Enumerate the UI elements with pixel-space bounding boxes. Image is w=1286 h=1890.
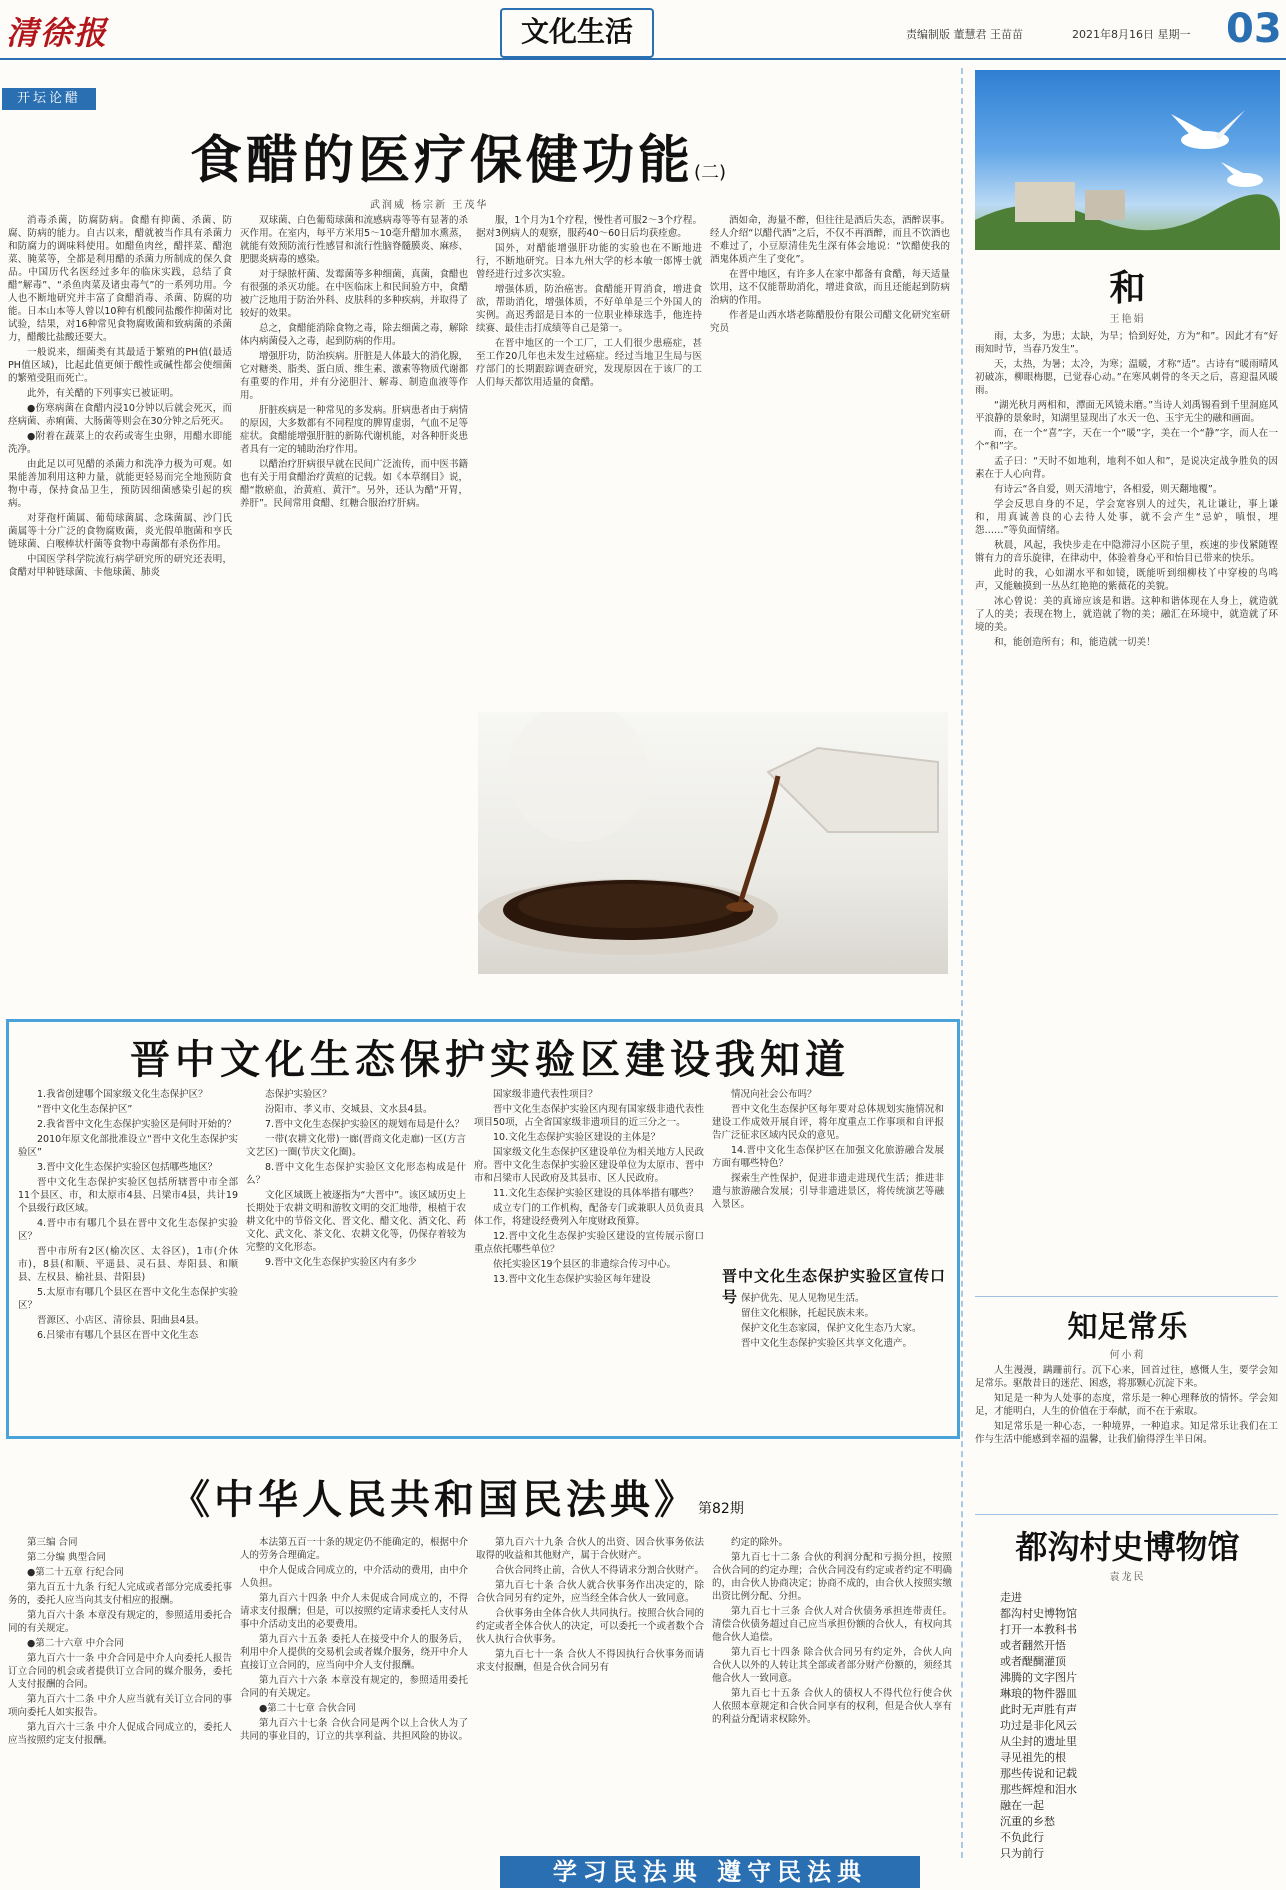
text-paragraph: 功过是非化风云 bbox=[1000, 1719, 1077, 1732]
text-paragraph: 中介人促成合同成立的，中介活动的费用，由中介人负担。 bbox=[240, 1565, 468, 1589]
text-paragraph: 此时的我，心如湖水平和如镜，既能听到细柳枝丫中穿梭的鸟鸣声，又能触摸到一丛丛红艳艳的紫薇花的美貌。 bbox=[975, 568, 1278, 592]
text-paragraph: 6.吕梁市有哪几个县区在晋中文化生态 bbox=[37, 1330, 199, 1341]
quiz-column-1 bbox=[18, 1088, 238, 1424]
text-paragraph: 4.晋中市有哪几个县在晋中文化生态保护实验区？ bbox=[18, 1218, 238, 1242]
quiz-column-4 bbox=[712, 1088, 944, 1258]
museum-poem bbox=[1000, 1590, 1260, 1880]
article-column-4 bbox=[710, 214, 950, 704]
text-paragraph: 天，太热，为暑；太冷，为寒；温暖，才称“适”。古诗有“暖雨晴风初破冻，柳眼梅腮，已觉春心动。”在寒风刺骨的冬天之后，喜迎温风暖雨。 bbox=[975, 359, 1278, 396]
text-paragraph: 由此足以可见醋的杀菌力和洗净力极为可观。如果能善加利用这种力量，就能更轻易而完全地预防食物中毒，保持食品卫生，预防因细菌感染引起的疾病。 bbox=[8, 459, 232, 509]
text-paragraph: 打开一本教科书 bbox=[1000, 1623, 1077, 1636]
text-paragraph: 雨，太多，为患；太缺，为旱；恰到好处，方为“和”。因此才有“好雨知时节，当春乃发生”。 bbox=[975, 331, 1278, 355]
text-paragraph: 第九百六十六条 本章没有规定的，参照适用委托合同的有关规定。 bbox=[240, 1675, 468, 1699]
article-byline: 武润威 杨宗新 王茂华 bbox=[370, 200, 489, 211]
law-episode: 第82期 bbox=[698, 1501, 744, 1517]
text-paragraph: 晋源区、小店区、清徐县、阳曲县4县。 bbox=[37, 1315, 205, 1326]
text-paragraph: 此时无声胜有声 bbox=[1000, 1703, 1077, 1716]
section-title: 文化生活 bbox=[500, 8, 654, 58]
text-paragraph: 第九百七十五条 合伙人的债权人不得代位行使合伙人依照本章规定和合伙合同享有的权利，但是合伙人享有的利益分配请求权除外。 bbox=[712, 1688, 952, 1725]
doves-photo bbox=[975, 70, 1280, 250]
text-paragraph: 第九百六十三条 中介人促成合同成立的，委托人应当按照约定支付报酬。 bbox=[8, 1722, 232, 1746]
text-paragraph: 1.我省创建哪个国家级文化生态保护区？ bbox=[37, 1089, 208, 1100]
date-line: 2021年8月16日 星期一 bbox=[1072, 28, 1191, 41]
text-paragraph: 秋晨，风起，我快步走在中隐滞浔小区院子里，疾速的步伐紧随铿锵有力的音乐旋律，在律动中，体验着身心平和怡目已带来的快乐。 bbox=[975, 540, 1278, 564]
text-paragraph: 第九百七十二条 合伙的利润分配和亏损分担，按照合伙合同的约定办理；合伙合同没有约定或者约定不明确的，由合伙人协商决定；协商不成的，由合伙人按照实缴出资比例分配、分担。 bbox=[712, 1552, 952, 1602]
text-paragraph: 以醋治疗肝病很早就在民间广泛流传，而中医书籍也有关于用食醋治疗黄疸的记载。如《本草纲目》说，醋“散瘀血，治黄疸、黄汗”。另外，还认为醋“开胃，养肝”。民间常用食醋、红糖合服治疗肝病。 bbox=[240, 459, 468, 509]
text-paragraph: 知足常乐是一种心态，一种境界，一种追求。知足常乐让我们在工作与生活中能感到幸福的温馨，让我们偷得浮生半日闲。 bbox=[975, 1421, 1278, 1445]
text-paragraph: 第九百七十条 合伙人就合伙事务作出决定的，除合伙合同另有约定外，应当经全体合伙人一致同意。 bbox=[476, 1580, 704, 1604]
text-paragraph: 对于绿脓杆菌、发霉菌等多种细菌，真菌，食醋也有很强的杀灭功能。在中医临床上和民间验方中，食醋被广泛地用于防治外科、皮肤科的多种疾病，并取得了较好的效果。 bbox=[240, 269, 468, 319]
text-paragraph: 有诗云“各自爱，则天清地宁，各相爱，则天翻地覆”。 bbox=[994, 484, 1223, 495]
quiz-box-title: 晋中文化生态保护实验区建设我知道 bbox=[130, 1037, 850, 1083]
museum-author: 袁龙民 bbox=[1109, 1572, 1146, 1583]
text-paragraph: 晋中文化生态保护实验区内现有国家级非遗代表性项目50项，占全省国家级非遗项目的近三分之一。 bbox=[474, 1104, 704, 1128]
text-paragraph: 晋中文化生态保护实验区包括所辖晋中市全部11个县区、市，和太原市4县、吕梁市4县，共计19个县级行政区域。 bbox=[18, 1177, 238, 1214]
text-paragraph: 8.晋中文化生态保护实验区文化形态构成是什么？ bbox=[246, 1162, 466, 1186]
text-paragraph: “晋中文化生态保护区” bbox=[37, 1104, 133, 1115]
text-paragraph: 不负此行 bbox=[1000, 1831, 1044, 1844]
text-paragraph: 作者是山西水塔老陈醋股份有限公司醋文化研究室研究员 bbox=[710, 310, 950, 334]
quiz-column-2 bbox=[246, 1088, 466, 1424]
text-paragraph: 第九百六十七条 合伙合同是两个以上合伙人为了共同的事业目的，订立的共享利益、共担风险的协议。 bbox=[240, 1718, 468, 1742]
text-paragraph: 13.晋中文化生态保护实验区每年建设 bbox=[493, 1274, 651, 1285]
text-paragraph: 保护文化生态家园，保护文化生态乃大家。 bbox=[741, 1323, 922, 1334]
text-paragraph: 第九百七十一条 合伙人不得因执行合伙事务而请求支付报酬，但是合伙合同另有 bbox=[476, 1649, 704, 1673]
text-paragraph: 孟子曰：“天时不如地利，地利不如人和”，是说决定战争胜负的因素在于人心向背。 bbox=[975, 456, 1278, 480]
page-number: 03 bbox=[1226, 6, 1282, 52]
text-paragraph: 而，在一个“喜”字，天在一个“暖”字，美在一个“静”字，而人在一个“和”字。 bbox=[975, 428, 1278, 452]
text-paragraph: 文化区域既上被逐指为“大晋中”。该区域历史上长期处于农耕文明和游牧文明的交汇地带，根植于农耕文化中的节俗文化、晋文化、醋文化、酒文化、药文化、武文化、茶文化、农耕文化等，仍保存着较为完整的文化形态。 bbox=[246, 1190, 466, 1253]
article-title bbox=[190, 118, 770, 193]
slogan-list bbox=[722, 1292, 948, 1422]
text-paragraph: 学会反思自身的不足，学会宽容别人的过失，礼让谦让，事上谦和，用真诚善良的心去待人处事，就不会产生“忌妒，嗔恨，埋怨……”等负面情绪。 bbox=[975, 499, 1278, 536]
text-paragraph: 国家级非遗代表性项目？ bbox=[493, 1089, 598, 1100]
text-paragraph: 依托实验区19个县区的非遗综合传习中心。 bbox=[493, 1259, 677, 1270]
doves-illustration bbox=[975, 70, 1280, 250]
text-paragraph: 此外，有关醋的下列事实已被证明。 bbox=[27, 388, 180, 399]
text-paragraph: 走进 bbox=[1000, 1591, 1022, 1604]
text-paragraph: 冰心曾说：美的真谛应该是和谐。这种和谐体现在人身上，就造就了人的美；表现在物上，就造就了物的美；融汇在环境中，就造就了环境的美。 bbox=[975, 596, 1278, 633]
text-paragraph: 国家级文化生态保护区建设单位为相关地方人民政府。晋中文化生态保护实验区建设单位为太原市、晋中市和吕梁市人民政府及其县市、区人民政府。 bbox=[474, 1147, 704, 1184]
law-column-2 bbox=[240, 1536, 468, 1852]
text-paragraph: 中国医学科学院流行病学研究所的研究还表明，食醋对甲种链球菌、卡他球菌、肺炎 bbox=[8, 554, 232, 578]
text-paragraph: 或者翻然开悟 bbox=[1000, 1639, 1066, 1652]
text-paragraph: 增强肝功，防治疾病。肝脏是人体最大的消化腺，它对糖类、脂类、蛋白质、维生素、激素等物质代谢都有重要的作用，并有分泌胆汁、解毒、制造血液等作用。 bbox=[240, 351, 468, 401]
law-column-3 bbox=[476, 1536, 704, 1852]
text-paragraph: 14.晋中文化生态保护区在加强文化旅游融合发展方面有哪些特色？ bbox=[712, 1145, 944, 1169]
text-paragraph: 11.文化生态保护实验区建设的具体举措有哪些？ bbox=[493, 1188, 699, 1199]
text-paragraph: 晋中市所有2区(榆次区、太谷区)，1市(介休市)，8县(和顺、平遥县、灵石县、寿阳县、和顺县、左权县、榆社县、昔阳县) bbox=[18, 1246, 238, 1283]
he-body bbox=[975, 330, 1278, 1288]
law-column-4 bbox=[712, 1536, 952, 1852]
text-paragraph: 在晋中地区的一个工厂，工人们很少患癌症，甚至工作20几年也未发生过癌症。经过当地卫生局与医疗部门的长期跟踪调查研究，发现原因在于该厂的工人们每天都饮用适量的食醋。 bbox=[476, 338, 702, 388]
sidebar-rule-2 bbox=[975, 1514, 1278, 1515]
text-paragraph: 保护优先、见人见物见生活。 bbox=[741, 1293, 865, 1304]
footer-banner: 学习民法典 遵守民法典 bbox=[500, 1856, 920, 1888]
sidebar-rule-1 bbox=[975, 1296, 1278, 1297]
zhizu-title: 知足常乐 bbox=[1067, 1310, 1188, 1345]
text-paragraph: 增强体质，防治癌害。食醋能开胃消食，增进食欲，帮助消化，增强体质，不好单单是三个外国人的实例。高迟秀韶是日本的一位职业棒球选手，他连持续赛、最佳击打成绩等自己是第一。 bbox=[476, 284, 702, 334]
text-paragraph: 寻见祖先的根 bbox=[1000, 1751, 1066, 1764]
he-title: 和 bbox=[1109, 268, 1146, 309]
article-column-2 bbox=[240, 214, 468, 1014]
museum-title: 都沟村史博物馆 bbox=[1015, 1528, 1240, 1566]
text-paragraph: 合伙合同终止前，合伙人不得请求分割合伙财产。 bbox=[495, 1565, 704, 1576]
text-paragraph: 沸腾的文字图片 bbox=[1000, 1671, 1077, 1684]
text-paragraph: 在晋中地区，有许多人在家中都备有食醋，每天适量饮用，这不仅能帮助消化，增进食欲，而且还能起到防病治病的作用。 bbox=[710, 269, 950, 306]
text-paragraph: 肝脏疾病是一种常见的多发病。肝病患者由于病情的原因，大多数都有不同程度的脾胃虚弱，气血不足等症状。食醋能增强肝脏的新陈代谢机能，对各种肝炎患者具有一定的辅助治疗作用。 bbox=[240, 405, 468, 455]
text-paragraph: 一带(农耕文化带)一廊(晋商文化走廊)一区(方言文艺区)一圈(节庆文化圈)。 bbox=[246, 1134, 466, 1158]
quiz-column-3 bbox=[474, 1088, 704, 1424]
text-paragraph: 2.我省晋中文化生态保护实验区是何时开始的？ bbox=[37, 1119, 237, 1130]
article-part: (二) bbox=[694, 162, 727, 183]
text-paragraph: 沉重的乡愁 bbox=[1000, 1815, 1055, 1828]
text-paragraph: 10.文化生态保护实验区建设的主体是？ bbox=[493, 1132, 661, 1143]
text-paragraph: 第二分编 典型合同 bbox=[27, 1552, 107, 1563]
editors-line: 责编制版 董慧君 王苗苗 bbox=[906, 28, 1023, 41]
slogan-title: 晋中文化生态保护实验区宣传口号 bbox=[722, 1267, 947, 1306]
text-paragraph: 第九百六十五条 委托人在接受中介人的服务后，利用中介人提供的交易机会或者媒介服务，绕开中介人直接订立合同的，应当向中介人支付报酬。 bbox=[240, 1634, 468, 1671]
text-paragraph: 第九百六十九条 合伙人的出资、因合伙事务依法取得的收益和其他财产，属于合伙财产。 bbox=[476, 1537, 704, 1561]
text-paragraph: 合伙事务由全体合伙人共同执行。按照合伙合同的约定或者全体合伙人的决定，可以委托一个或者数个合伙人执行合伙事务。 bbox=[476, 1608, 704, 1645]
text-paragraph: 晋中文化生态保护区每年要对总体规划实施情况和建设工作成效开展自评，将年度重点工作事项和自评报告广泛征求区域内民众的意见。 bbox=[712, 1104, 944, 1141]
text-paragraph: ●伤寒病菌在食醋内浸10分钟以后就会死灭，而痉病菌、赤痢菌、大肠菌等则会在30分钟之后死灭。 bbox=[8, 403, 232, 427]
text-paragraph: 7.晋中文化生态保护实验区的规划布局是什么？ bbox=[265, 1119, 465, 1130]
text-paragraph: 3.晋中文化生态保护实验区包括哪些地区？ bbox=[37, 1162, 218, 1173]
text-paragraph: 12.晋中文化生态保护实验区建设的宣传展示窗口重点依托哪些单位？ bbox=[474, 1231, 704, 1255]
header-rule bbox=[0, 58, 1286, 60]
text-paragraph: “湖光秋月两相和，潭面无风镜未磨。”当诗人刘禹锡看到千里洞庭风平浪静的景象时，知湖里显现出了水天一色、玉宇无尘的融和画面。 bbox=[975, 400, 1278, 424]
text-paragraph: 探索生产性保护，促进非遗走进现代生活；推进非遗与旅游融合发展；引导非遗进景区，将传统演艺等融入景区。 bbox=[712, 1173, 944, 1210]
text-paragraph: 第九百六十二条 中介人应当就有关订立合同的事项向委托人如实报告。 bbox=[8, 1694, 232, 1718]
text-paragraph: 琳琅的物件器皿 bbox=[1000, 1687, 1077, 1700]
text-paragraph: 和，能创造所有；和，能造就一切美！ bbox=[994, 637, 1156, 648]
text-paragraph: 总之，食醋能消除食物之毒，除去细菌之毒，解除体内病菌侵入之毒，起到防病的作用。 bbox=[240, 323, 468, 347]
text-paragraph: 知足是一种为人处事的态度，常乐是一种心理释放的情怀。学会知足，才能明白，人生的价值在于奉献，而不在于索取。 bbox=[975, 1393, 1278, 1417]
text-paragraph: 成立专门的工作机构，配备专门或兼职人员负责具体工作，将建设经费列入年度财政预算。 bbox=[474, 1203, 704, 1227]
vinegar-illustration bbox=[478, 712, 948, 974]
text-paragraph: 第九百六十一条 中介合同是中介人向委托人报告订立合同的机会或者提供订立合同的媒介服务，委托人支付报酬的合同。 bbox=[8, 1653, 232, 1690]
law-title bbox=[170, 1468, 890, 1525]
text-paragraph: 一般说来，细菌类有其最适于繁殖的PH值(最适PH值区域)，比起此值更倾于酸性或碱性都会使细菌的繁殖受阻而死亡。 bbox=[8, 347, 232, 384]
text-paragraph: 第三编 合同 bbox=[27, 1537, 78, 1548]
text-paragraph: 约定的除外。 bbox=[731, 1537, 789, 1548]
article-title-text: 食醋的医疗保健功能 bbox=[190, 131, 695, 191]
text-paragraph: ●第二十六章 中介合同 bbox=[27, 1638, 124, 1649]
text-paragraph: 或者醍醐灌顶 bbox=[1000, 1655, 1066, 1668]
text-paragraph: 第九百七十四条 除合伙合同另有约定外，合伙人向合伙人以外的人转让其全部或者部分财产份额的，须经其他合伙人一致同意。 bbox=[712, 1647, 952, 1684]
law-title-text: 《中华人民共和国民法典》 bbox=[170, 1477, 698, 1523]
text-paragraph: 第九百六十四条 中介人未促成合同成立的，不得请求支付报酬；但是，可以按照约定请求委托人支付从事中介活动支出的必要费用。 bbox=[240, 1593, 468, 1630]
text-paragraph: 服，1个月为1个疗程，慢性者可服2～3个疗程。据对3例病人的观察，服药40～60日后均获痊愈。 bbox=[476, 215, 702, 239]
text-paragraph: 那些辉煌和泪水 bbox=[1000, 1783, 1077, 1796]
zhizu-author: 何小莉 bbox=[1109, 1350, 1146, 1361]
text-paragraph: 双球菌、白色葡萄球菌和流感病毒等等有显著的杀灭作用。在室内，每平方米用5～10毫升醋加水熏蒸，就能有效预防流行性感冒和流行性脑脊髓膜炎、麻疹、肥腮炎病毒的感染。 bbox=[240, 215, 468, 265]
text-paragraph: 第九百六十条 本章没有规定的，参照适用委托合同的有关规定。 bbox=[8, 1610, 232, 1634]
article-column-3 bbox=[476, 214, 702, 704]
law-column-1 bbox=[8, 1536, 232, 1852]
text-paragraph: 从尘封的遗址里 bbox=[1000, 1735, 1077, 1748]
text-paragraph: 对芽孢杆菌属、葡萄球菌属、念珠菌属、沙门氏菌属等十分广泛的食物腐败菌，炎光假单胞菌和亨氏链球菌、白喉棒状杆菌等食物中毒菌都有杀伤作用。 bbox=[8, 513, 232, 550]
zhizu-body bbox=[975, 1364, 1278, 1508]
text-paragraph: 消毒杀菌，防腐防病。食醋有抑菌、杀菌、防腐、防病的能力。自古以来，醋就被当作具有杀菌力和防腐力的调味料使用。如醋鱼肉丝，醋拌菜、醋泡菜、腌菜等，全都是利用醋的杀菌力所制成的保久食品。中国历代名医经过多年的临床实践，总结了食醋“解毒”、“杀鱼肉菜及诸虫毒气”的一系列功用。今人也不断地研究并丰富了食醋消毒、杀菌、防腐的功能。日本山本等人曾以10种有机酸同盐酸作抑菌对比试验，结果，对16种常见食物腐败菌和致病菌的杀菌力，醋酸比盐酸还要大。 bbox=[8, 215, 232, 343]
text-paragraph: 第九百七十三条 合伙人对合伙债务承担连带责任。清偿合伙债务超过自己应当承担份额的合伙人，有权向其他合伙人追偿。 bbox=[712, 1606, 952, 1643]
text-paragraph: 留住文化根脉，托起民族未来。 bbox=[741, 1308, 875, 1319]
text-paragraph: 酒如命，海量不醉，但往往是酒后失态，酒醉误事。经人介绍“以醋代酒”之后，不仅不再酒醉，而且不饮酒也不难过了，小豆原清佳先生深有体会地说：“饮醋使我的酒鬼体质产生了变化”。 bbox=[710, 215, 950, 265]
text-paragraph: ●附着在蔬菜上的农药或寄生虫卵，用醋水即能洗净。 bbox=[8, 431, 232, 455]
text-paragraph: 只为前行 bbox=[1000, 1847, 1044, 1860]
text-paragraph: 情况向社会公布吗？ bbox=[731, 1089, 817, 1100]
vinegar-photo bbox=[478, 712, 948, 974]
text-paragraph: 人生漫漫，蹒跚前行。沉下心来，回首过往，感慨人生，要学会知足常乐。驱散昔日的迷茫、困惑，将那颗心沉淀下来。 bbox=[975, 1365, 1278, 1389]
text-paragraph: 本法第五百一十条的规定仍不能确定的，根据中介人的劳务合理确定。 bbox=[240, 1537, 468, 1561]
text-paragraph: 第九百五十九条 行纪人完成或者部分完成委托事务的，委托人应当向其支付相应的报酬。 bbox=[8, 1582, 232, 1606]
column-tag: 开坛论醋 bbox=[2, 88, 96, 110]
text-paragraph: 晋中文化生态保护实验区共享文化遗产。 bbox=[741, 1338, 913, 1349]
newspaper-masthead: 清徐报 bbox=[6, 14, 109, 52]
text-paragraph: 9.晋中文化生态保护实验区内有多少 bbox=[265, 1257, 417, 1268]
text-paragraph: 2010年原文化部批准设立“晋中文化生态保护实验区” bbox=[18, 1134, 238, 1158]
article-column-1 bbox=[8, 214, 232, 1014]
text-paragraph: 都沟村史博物馆 bbox=[1000, 1607, 1077, 1620]
he-author: 王艳娟 bbox=[1109, 314, 1146, 325]
text-paragraph: 融在一起 bbox=[1000, 1799, 1044, 1812]
text-paragraph: 国外，对醋能增强肝功能的实验也在不断地进行，不断地研究。日本九州大学的杉本敏一郎博士就曾经进行过多次实验。 bbox=[476, 243, 702, 280]
text-paragraph: 那些传说和记载 bbox=[1000, 1767, 1077, 1780]
text-paragraph: 汾阳市、孝义市、交城县、文水县4县。 bbox=[265, 1104, 433, 1115]
sidebar-divider bbox=[961, 68, 963, 1858]
text-paragraph: ●第二十七章 合伙合同 bbox=[259, 1703, 356, 1714]
text-paragraph: 态保护实验区？ bbox=[265, 1089, 332, 1100]
text-paragraph: ●第二十五章 行纪合同 bbox=[27, 1567, 124, 1578]
text-paragraph: 5.太原市有哪几个县区在晋中文化生态保护实验区？ bbox=[18, 1287, 238, 1311]
